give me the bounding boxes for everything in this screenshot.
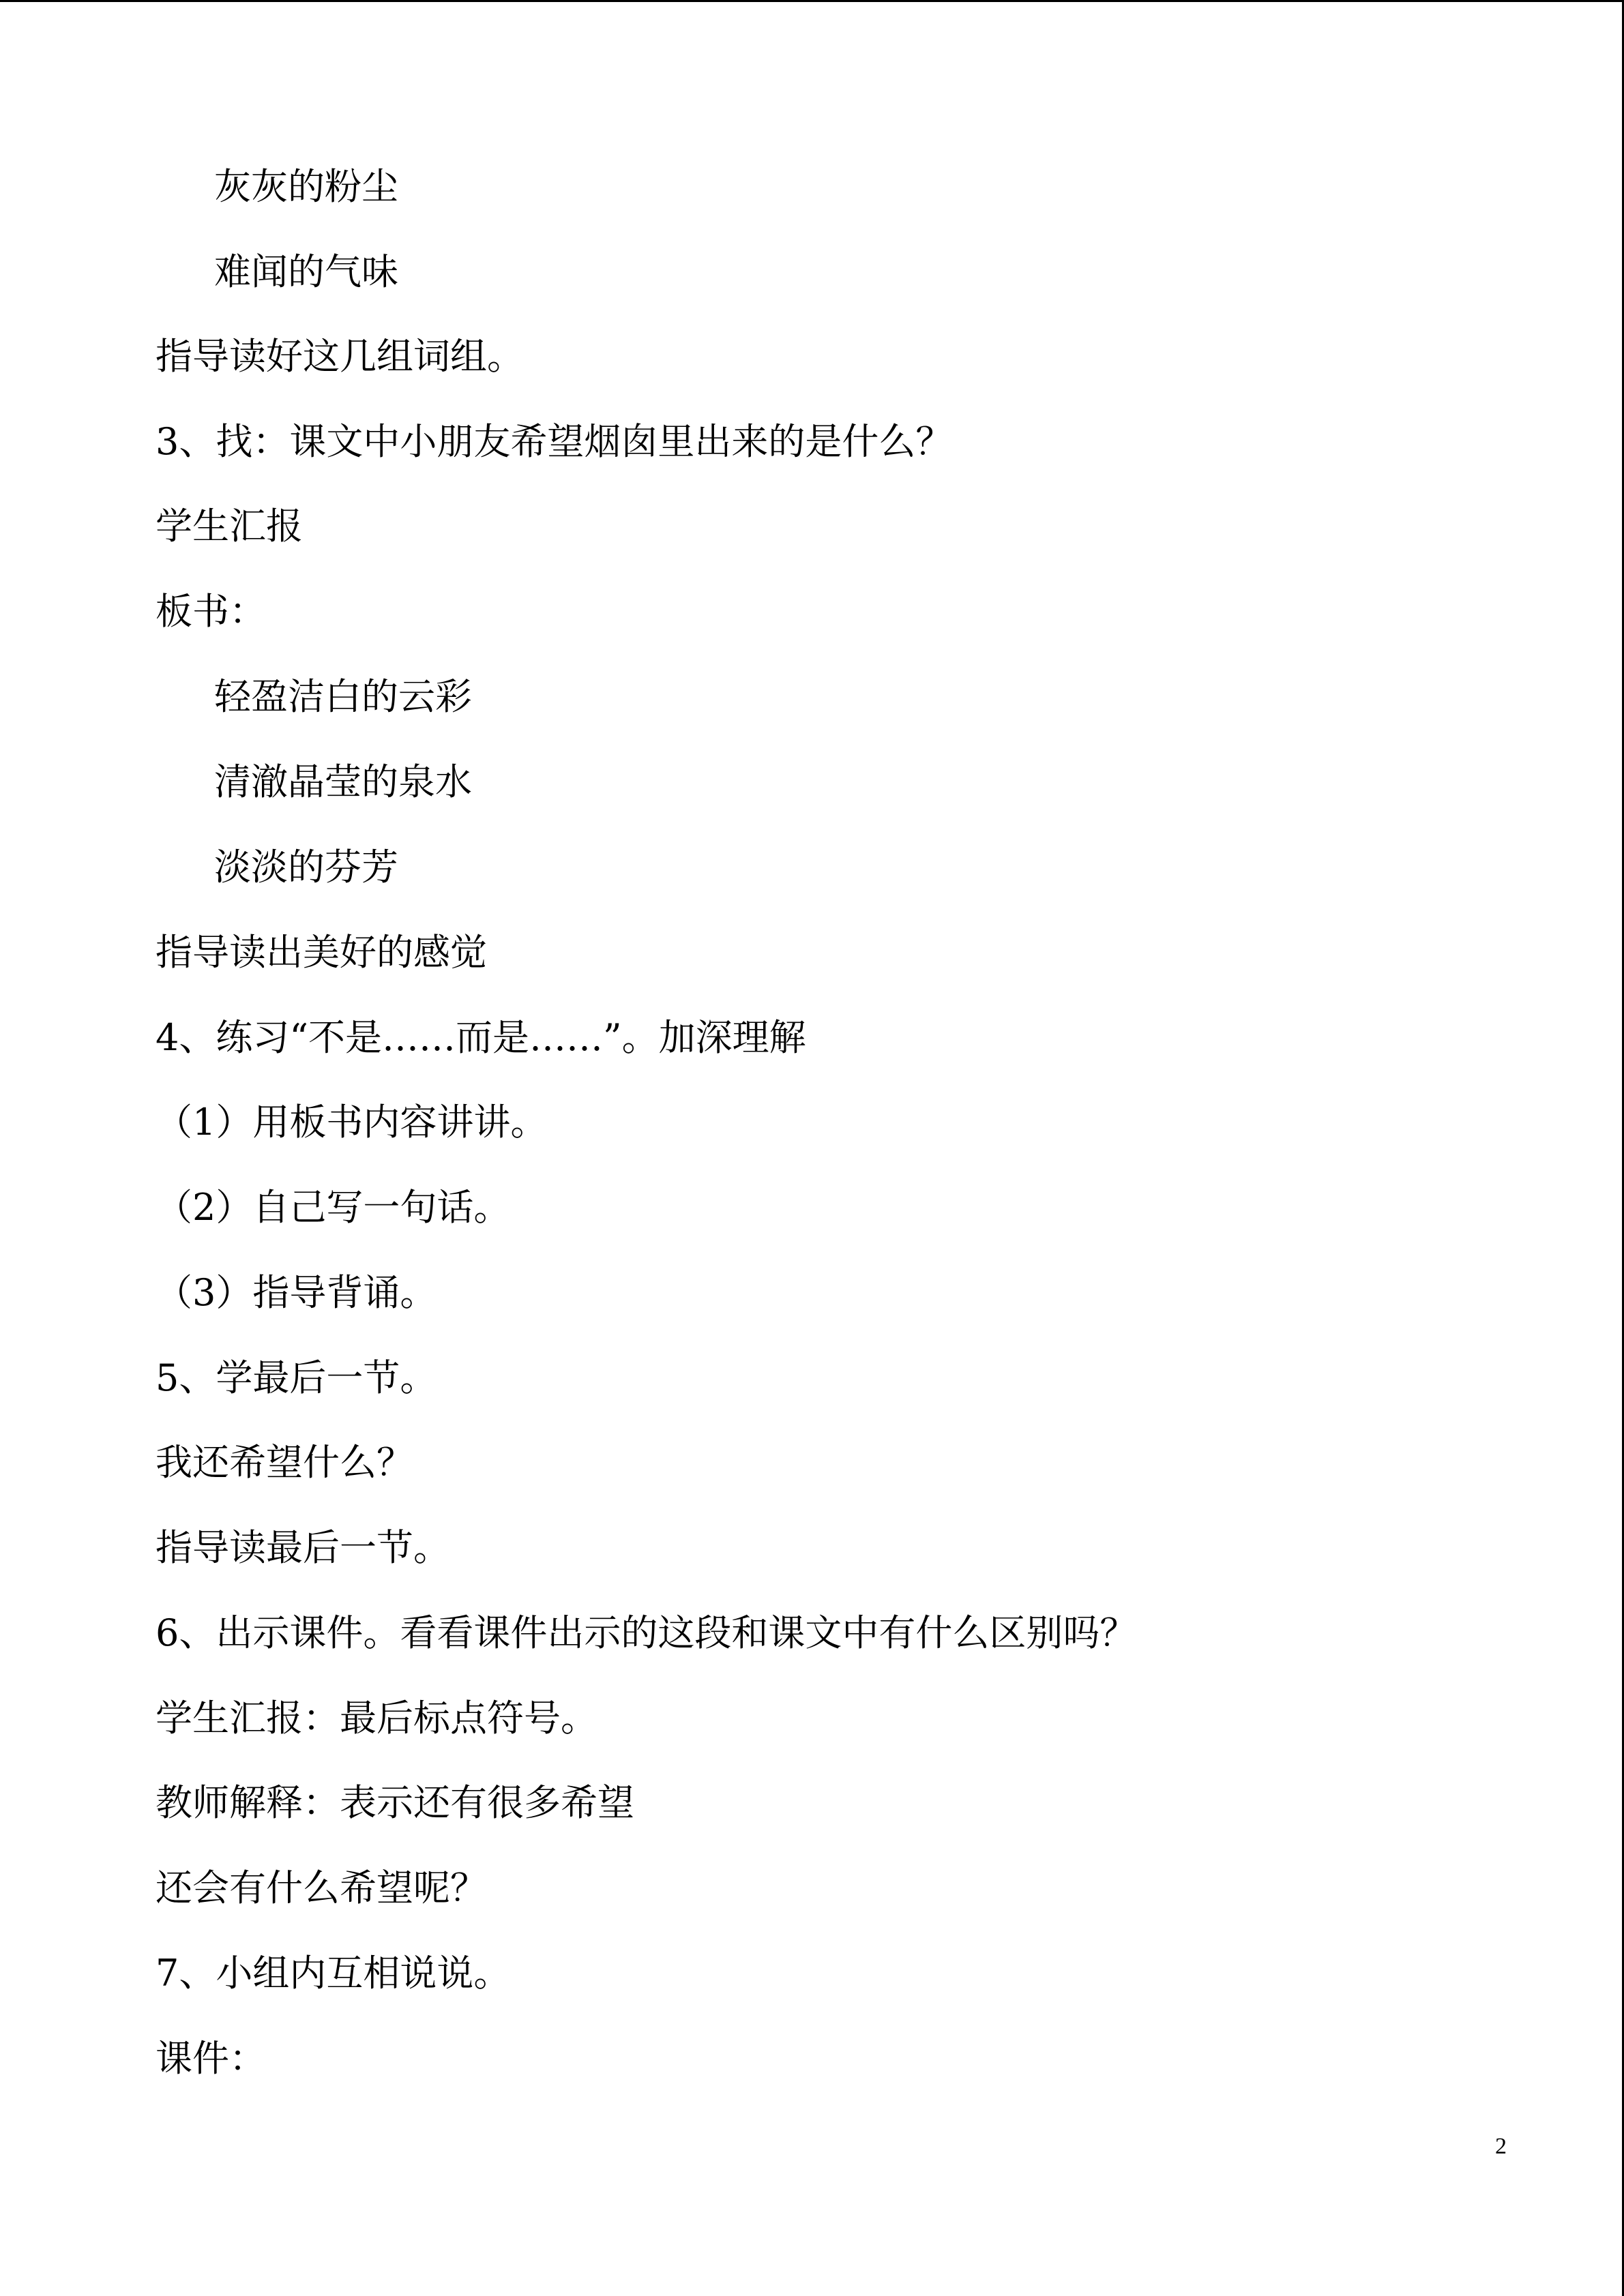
text-line: 5、学最后一节。 bbox=[156, 1356, 437, 1399]
text-line: 板书： bbox=[156, 590, 266, 633]
text-line: 指导读好这几组词组。 bbox=[156, 335, 524, 378]
text-line: （2）自己写一句话。 bbox=[156, 1186, 511, 1229]
text-line: 学生汇报 bbox=[156, 505, 303, 548]
text-line: 指导读出美好的感觉 bbox=[156, 931, 487, 974]
text-line: （3）指导背诵。 bbox=[156, 1271, 437, 1314]
page-number: 2 bbox=[1495, 2134, 1507, 2159]
text-line: 教师解释：表示还有很多希望 bbox=[156, 1781, 634, 1824]
text-line: 我还希望什么？ bbox=[156, 1441, 413, 1484]
text-line: 3、找：课文中小朋友希望烟囱里出来的是什么？ bbox=[156, 420, 953, 463]
text-line: 7、小组内互相说说。 bbox=[156, 1952, 511, 1995]
text-line: 6、出示课件。看看课件出示的这段和课文中有什么区别吗？ bbox=[156, 1611, 1137, 1654]
text-line: 还会有什么希望呢？ bbox=[156, 1866, 487, 1909]
text-line: 课件： bbox=[156, 2037, 266, 2080]
text-line: （1）用板书内容讲讲。 bbox=[156, 1101, 548, 1144]
text-line: 清澈晶莹的泉水 bbox=[214, 760, 472, 803]
text-line: 难闻的气味 bbox=[214, 250, 398, 293]
text-line: 指导读最后一节。 bbox=[156, 1526, 450, 1569]
text-line: 4、练习“不是……而是……”。加深理解 bbox=[156, 1016, 806, 1059]
text-line: 轻盈洁白的云彩 bbox=[214, 675, 472, 718]
text-line: 淡淡的芬芳 bbox=[214, 846, 398, 889]
text-line: 学生汇报：最后标点符号。 bbox=[156, 1697, 597, 1740]
text-line: 灰灰的粉尘 bbox=[214, 165, 398, 208]
